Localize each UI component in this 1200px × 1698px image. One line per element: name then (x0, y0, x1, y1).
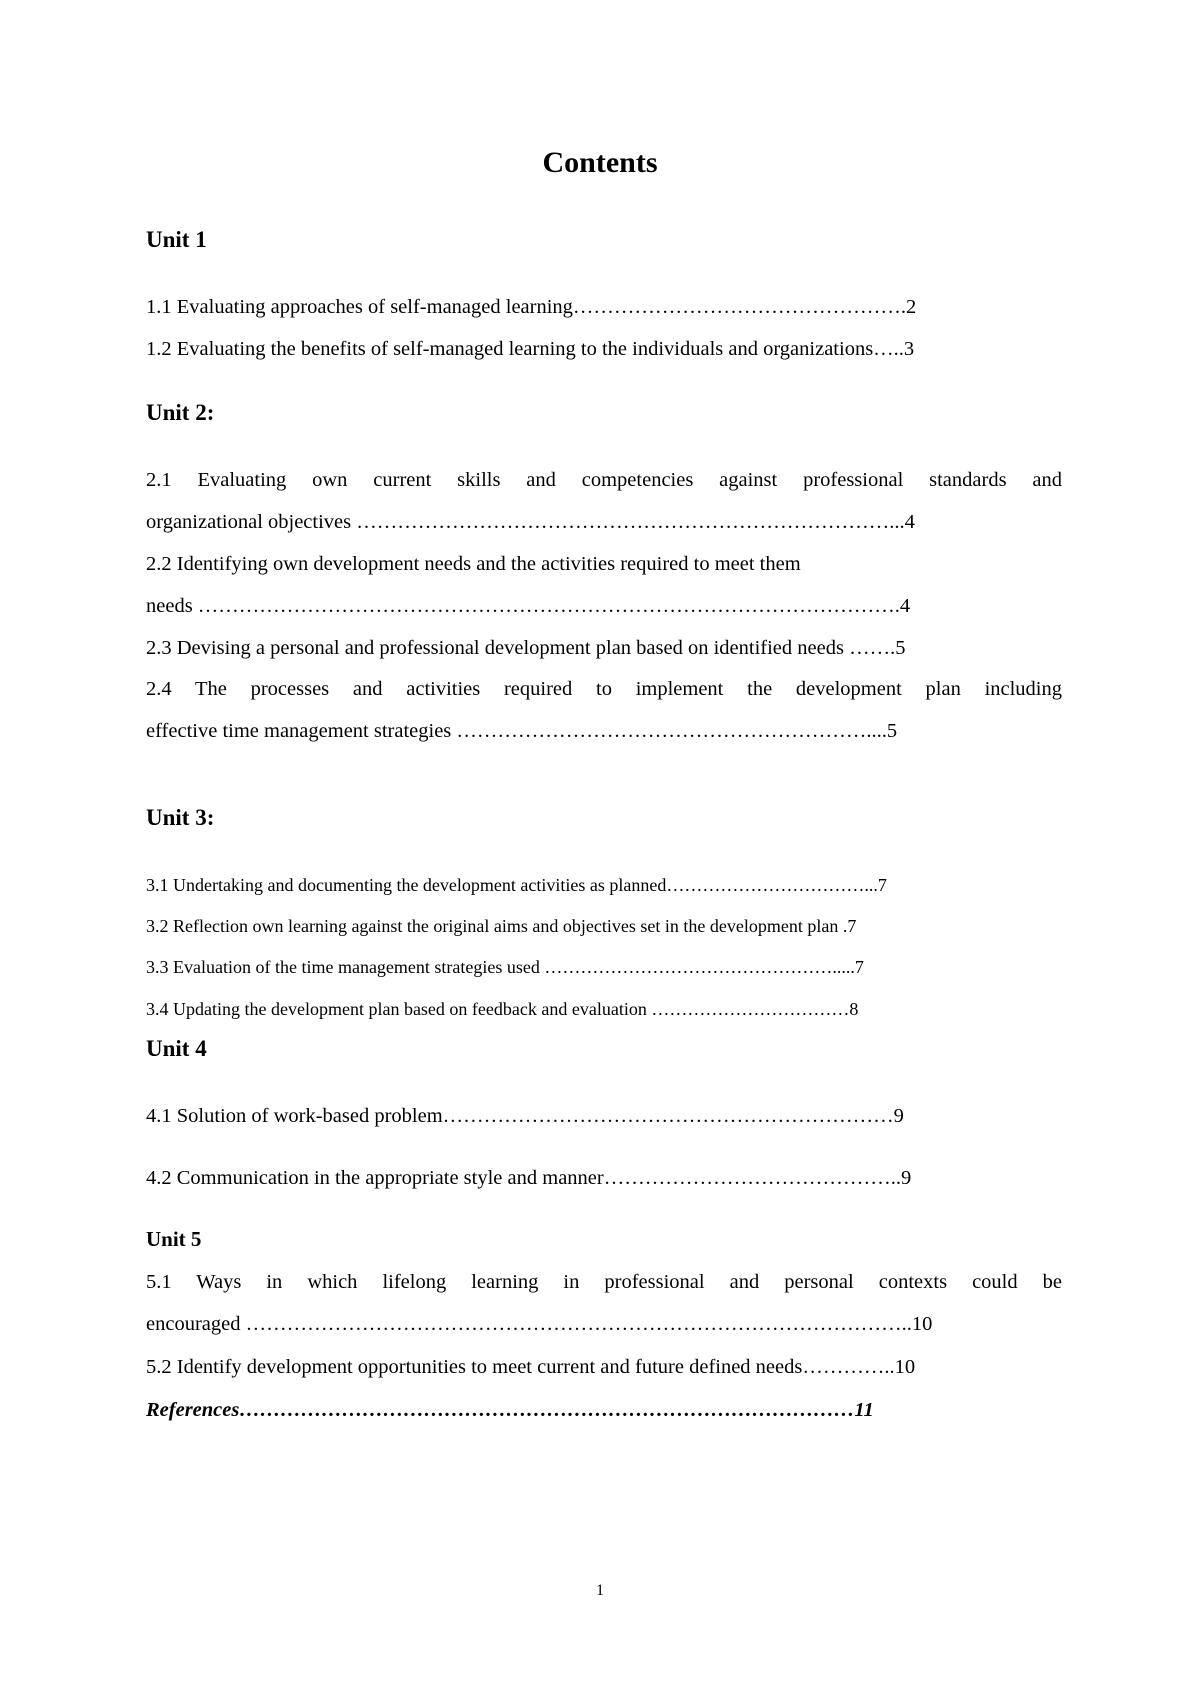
toc-entry-2-1-line-1[interactable]: 2.1 Evaluating own current skills and competencies against professional standards and (146, 469, 1062, 491)
toc-entry-2-4-line-2[interactable]: effective time management strategies ……………………………………………………....5 (146, 720, 898, 742)
toc-entry-1-2[interactable]: 1.2 Evaluating the benefits of self-managed learning to the individuals and organizations…..3 (146, 338, 915, 360)
unit-2-heading: Unit 2: (146, 400, 215, 425)
page-title: Contents (542, 146, 658, 179)
toc-entry-2-4-line-1[interactable]: 2.4 The processes and activities required to implement the development plan including (146, 678, 1062, 700)
toc-entry-5-1-line-1[interactable]: 5.1 Ways in which lifelong learning in professional and personal contexts could be (146, 1271, 1062, 1293)
unit-4-heading: Unit 4 (146, 1036, 207, 1061)
page-number: 1 (596, 1582, 604, 1599)
toc-entry-2-2-line-1[interactable]: 2.2 Identifying own development needs and the activities required to meet them (146, 553, 801, 575)
toc-entry-2-3[interactable]: 2.3 Devising a personal and professional development plan based on identified needs …….5 (146, 637, 906, 659)
toc-entry-2-2-line-2[interactable]: needs ………………………………………………………………………………………….4 (146, 595, 911, 617)
toc-entry-3-3[interactable]: 3.3 Evaluation of the time management strategies used ………………………………………….....7 (146, 957, 864, 977)
toc-entry-3-4[interactable]: 3.4 Updating the development plan based on feedback and evaluation ……………………………8 (146, 999, 859, 1019)
unit-5-heading: Unit 5 (146, 1227, 202, 1251)
toc-entry-4-1[interactable]: 4.1 Solution of work-based problem…………………………………………………………9 (146, 1105, 904, 1127)
toc-entry-references[interactable]: References………………………………………………………………………………11 (146, 1399, 874, 1421)
toc-entry-4-2[interactable]: 4.2 Communication in the appropriate style and manner……………………………………..9 (146, 1167, 912, 1189)
toc-entry-1-1[interactable]: 1.1 Evaluating approaches of self-managed learning………………………………………….2 (146, 296, 917, 318)
unit-1-heading: Unit 1 (146, 227, 207, 252)
unit-3-heading: Unit 3: (146, 805, 215, 830)
toc-entry-3-1[interactable]: 3.1 Undertaking and documenting the development activities as planned……………………………...7 (146, 875, 887, 895)
toc-entry-5-1-line-2[interactable]: encouraged ……………………………………………………………………………………..10 (146, 1313, 933, 1335)
toc-entry-5-2[interactable]: 5.2 Identify development opportunities to meet current and future defined needs…………..10 (146, 1356, 916, 1378)
toc-entry-3-2[interactable]: 3.2 Reflection own learning against the original aims and objectives set in the development plan .7 (146, 916, 857, 936)
toc-entry-2-1-line-2[interactable]: organizational objectives ……………………………………………………………………...4 (146, 511, 915, 533)
